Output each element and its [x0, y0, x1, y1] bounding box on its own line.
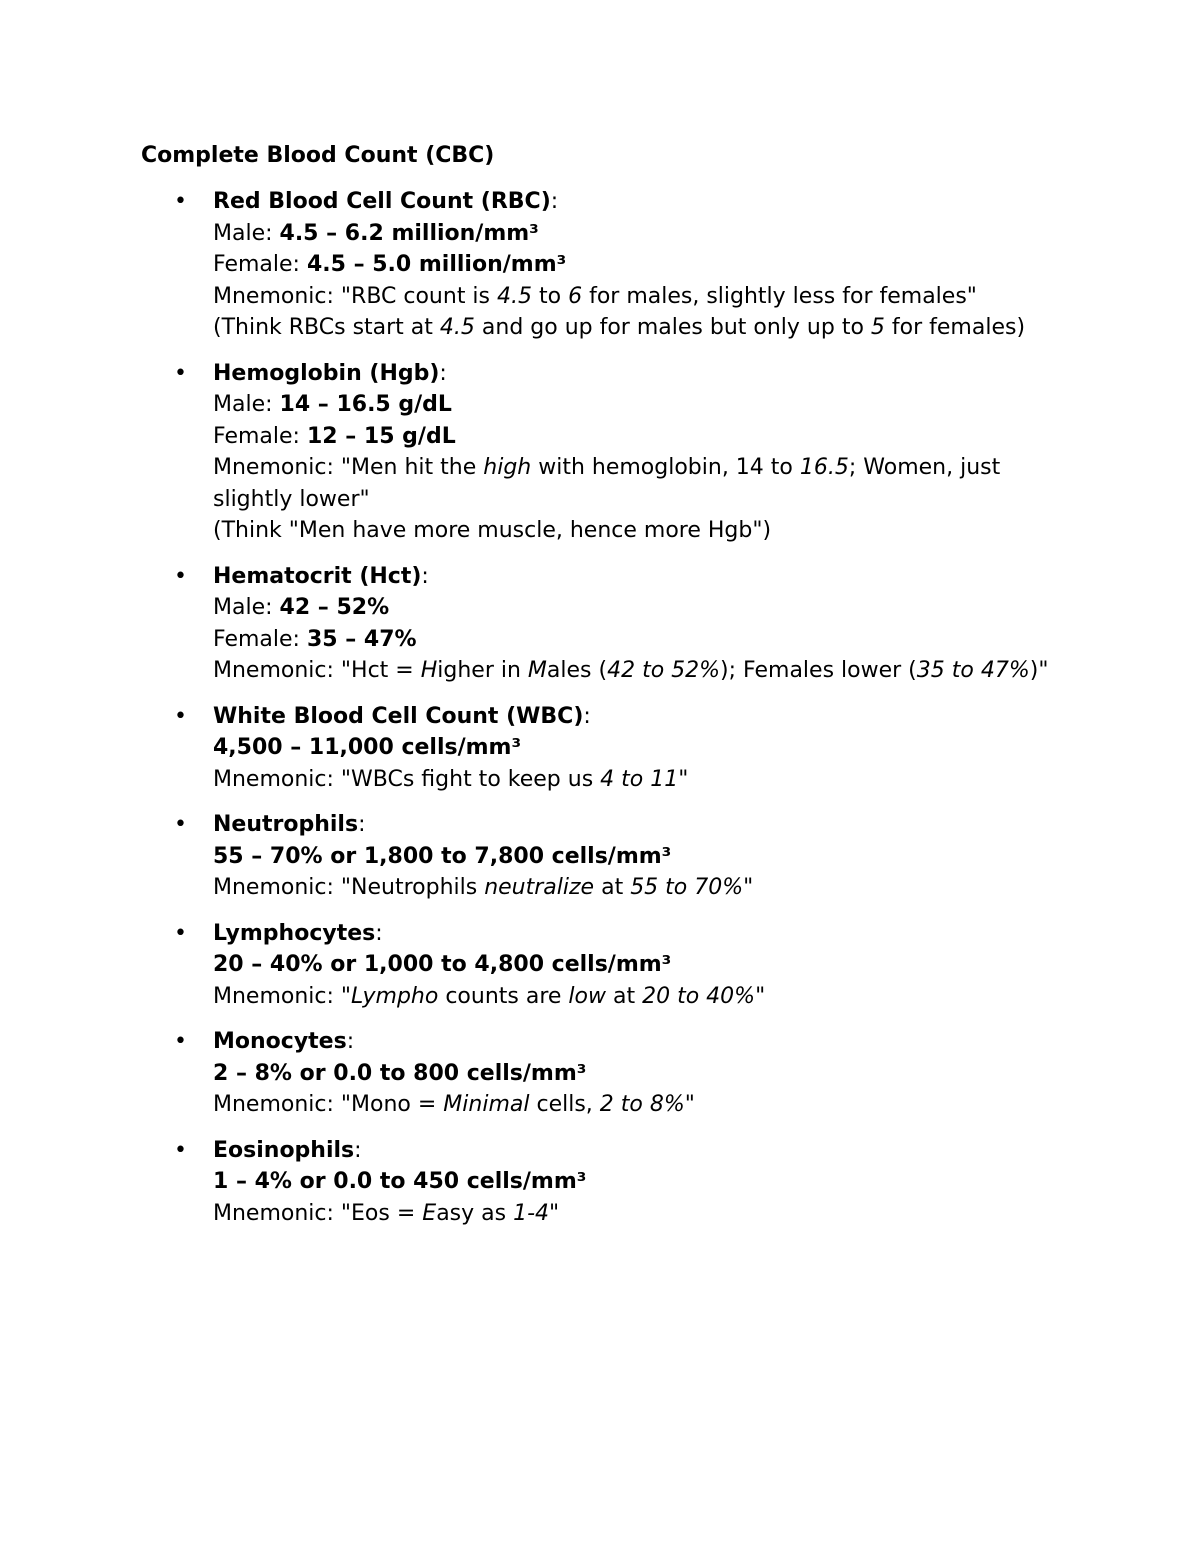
text-run: "	[684, 1092, 695, 1117]
text-run: with hemoglobin, 14 to	[531, 455, 800, 480]
bold-text: Red Blood Cell Count (RBC)	[213, 189, 551, 214]
item-line	[213, 515, 1070, 547]
italic-text: 35 to 47%	[916, 658, 1030, 683]
text-run: counts are	[438, 983, 569, 1009]
bold-text: Monocytes	[213, 1029, 347, 1054]
text-run: Female:	[213, 626, 307, 652]
item-line	[213, 249, 1070, 281]
bullet-marker: •	[174, 920, 187, 946]
text-run: :	[583, 703, 591, 729]
text-run: Mnemonic: "Mono =	[213, 1092, 444, 1117]
bullet-marker: •	[174, 812, 187, 837]
list-item	[0, 1135, 1200, 1230]
item-heading	[213, 561, 1070, 593]
item-line	[213, 841, 1070, 873]
text-run: Mnemonic: "Eos =	[213, 1200, 423, 1226]
item-heading	[213, 358, 1070, 390]
item-heading	[213, 1026, 1070, 1058]
text-run: :	[439, 360, 447, 386]
text-run: (Think "Men have more muscle, hence more Hgb")	[213, 518, 772, 543]
item-line	[213, 764, 1070, 796]
text-run: to	[532, 283, 569, 309]
italic-text: M	[527, 658, 547, 683]
bold-text: Hemoglobin (Hgb)	[213, 360, 440, 386]
bold-text: 4.5 – 6.2 million/mm³	[279, 220, 539, 246]
bullet-marker: •	[174, 703, 187, 729]
bold-text: 4.5 – 5.0 million/mm³	[306, 252, 567, 277]
text-run: Mnemonic: "Hct =	[213, 658, 421, 683]
list-item	[0, 918, 1200, 1013]
item-heading	[213, 701, 1070, 733]
list-item	[0, 701, 1200, 796]
bold-text: Neutrophils	[213, 812, 359, 837]
list-item	[0, 561, 1200, 687]
text-run: at	[594, 875, 631, 900]
bold-text: 35 – 47%	[306, 626, 417, 652]
text-run: Mnemonic: "Neutrophils	[213, 875, 485, 900]
bullet-marker: •	[174, 360, 187, 386]
text-run: :	[354, 1137, 362, 1163]
bold-text: 20 – 40% or 1,000 to 4,800 cells/mm³	[213, 952, 672, 977]
item-heading	[213, 1135, 1070, 1167]
item-heading	[213, 809, 1070, 841]
text-run: :	[358, 812, 366, 837]
text-run: :	[550, 189, 559, 214]
italic-text: 4 to 11	[600, 766, 679, 792]
bullet-marker: •	[174, 563, 187, 589]
text-run: :	[421, 563, 429, 589]
bullet-marker: •	[174, 189, 187, 214]
item-line	[213, 655, 1070, 687]
italic-text: low	[568, 983, 606, 1009]
italic-text: 5	[870, 315, 885, 340]
text-run: ); Females lower (	[720, 658, 917, 683]
bold-text: Hematocrit (Hct)	[213, 563, 422, 589]
italic-text: 4.5	[497, 283, 533, 309]
bullet-marker: •	[174, 1029, 187, 1054]
item-line	[213, 872, 1070, 904]
text-run: ; Women, just slightly lower"	[213, 455, 1001, 512]
item-heading	[213, 186, 1070, 218]
bold-text: 2 – 8% or 0.0 to 800 cells/mm³	[213, 1060, 587, 1086]
text-run: (Think RBCs start at	[213, 315, 440, 340]
text-run: and go up for males but only up to	[474, 315, 871, 340]
bold-text: 4,500 – 11,000 cells/mm³	[213, 735, 522, 760]
bold-text: Lymphocytes	[213, 920, 376, 946]
bold-text: 1 – 4% or 0.0 to 450 cells/mm³	[213, 1169, 587, 1194]
item-line	[213, 1198, 1070, 1230]
text-run: igher in	[437, 658, 528, 683]
list-item	[0, 186, 1200, 344]
text-run: "	[755, 983, 766, 1009]
italic-text: E	[422, 1200, 437, 1226]
bold-text: 12 – 15 g/dL	[306, 423, 456, 449]
item-line	[213, 624, 1070, 656]
italic-text: 4.5	[439, 315, 475, 340]
list-item	[0, 1026, 1200, 1121]
italic-text: 55 to 70%	[630, 875, 744, 900]
italic-text: high	[483, 455, 532, 480]
bold-text: 14 – 16.5 g/dL	[279, 392, 452, 417]
text-run: Mnemonic: "Men hit the	[213, 455, 484, 480]
list-item	[0, 358, 1200, 547]
item-line	[213, 949, 1070, 981]
text-run: :	[375, 920, 383, 946]
item-line	[213, 1089, 1070, 1121]
item-line	[213, 281, 1070, 313]
bold-text: Eosinophils	[213, 1137, 355, 1163]
text-run: Female:	[213, 423, 307, 449]
cbc-list	[0, 186, 1200, 1243]
item-line	[213, 981, 1070, 1013]
text-run: Female:	[213, 252, 307, 277]
text-run: for males, slightly less for females"	[582, 283, 977, 309]
text-run: "	[743, 875, 754, 900]
italic-text: H	[420, 658, 438, 683]
text-run: Male:	[213, 220, 280, 246]
italic-text: Minimal	[443, 1092, 530, 1117]
item-heading	[213, 918, 1070, 950]
item-line	[213, 732, 1070, 764]
italic-text: 42 to 52%	[607, 658, 721, 683]
text-run: Mnemonic: "RBC count is	[213, 283, 498, 309]
text-run: at	[606, 983, 643, 1009]
item-line	[213, 1166, 1070, 1198]
text-run: ales (	[546, 658, 608, 683]
bold-text: 55 – 70% or 1,800 to 7,800 cells/mm³	[213, 843, 672, 869]
text-run: Mnemonic: "WBCs fight to keep us	[213, 766, 601, 792]
item-line	[213, 218, 1070, 250]
bullet-marker: •	[174, 1137, 187, 1163]
italic-text: 2 to 8%	[599, 1092, 685, 1117]
italic-text: 6	[568, 283, 583, 309]
item-line	[213, 389, 1070, 421]
item-line	[213, 312, 1070, 344]
text-run: "	[678, 766, 689, 792]
italic-text: Lympho	[351, 983, 439, 1009]
text-run: for females)	[884, 315, 1026, 340]
item-line	[213, 592, 1070, 624]
text-run: )"	[1029, 658, 1049, 683]
text-run: cells,	[529, 1092, 600, 1117]
item-line	[213, 1058, 1070, 1090]
italic-text: 20 to 40%	[642, 983, 756, 1009]
text-run: Male:	[213, 595, 280, 620]
text-run: "	[549, 1200, 560, 1226]
bold-text: White Blood Cell Count (WBC)	[213, 703, 584, 729]
item-line	[213, 452, 1070, 515]
document-title: Complete Blood Count (CBC)	[141, 143, 495, 168]
item-line	[213, 421, 1070, 453]
text-run: Mnemonic: "	[213, 983, 352, 1009]
text-run: Male:	[213, 392, 280, 417]
italic-text: 1-4	[513, 1200, 550, 1226]
list-item	[0, 809, 1200, 904]
text-run: :	[346, 1029, 355, 1054]
bold-text: 42 – 52%	[279, 595, 390, 620]
italic-text: 16.5	[799, 455, 849, 480]
text-run: asy as	[436, 1200, 514, 1226]
italic-text: neutralize	[484, 875, 595, 900]
